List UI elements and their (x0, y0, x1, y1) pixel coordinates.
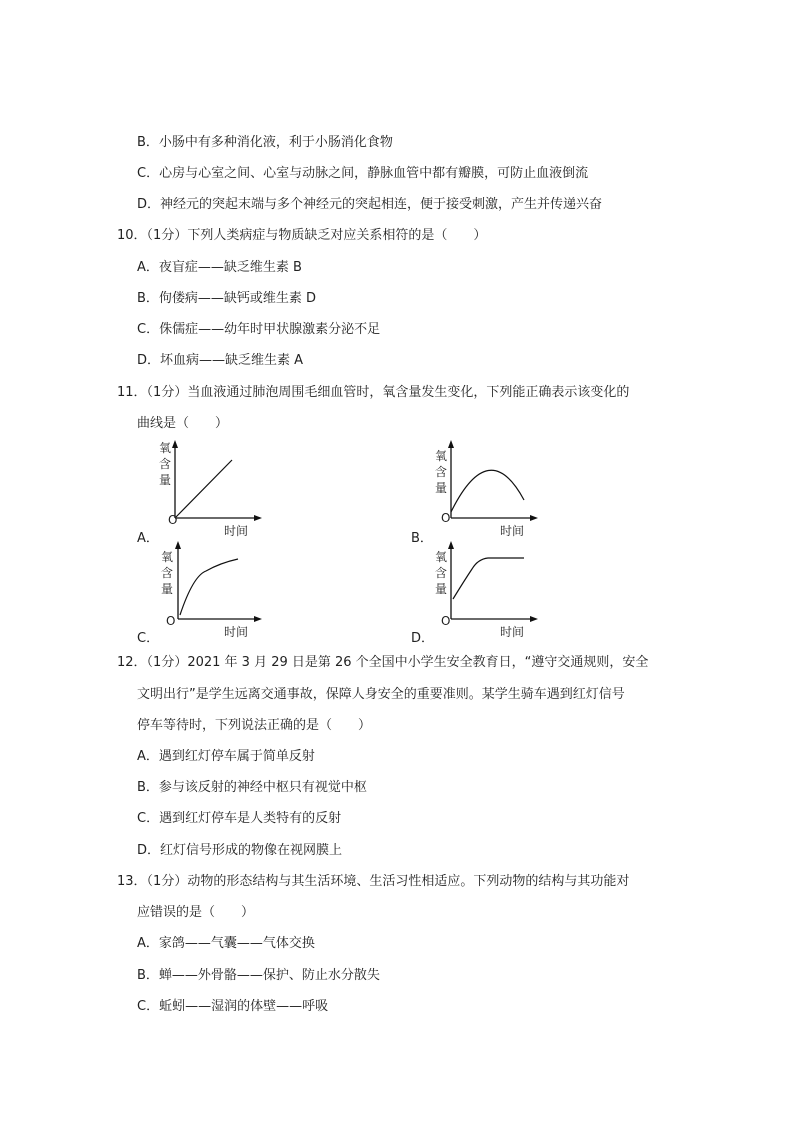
q11-stem-line2: 曲线是（ ） (137, 416, 229, 431)
q13-option-b: B．蝉——外骨骼——保护、防止水分散失 (137, 968, 380, 983)
graph-a-xlabel: 时间 (224, 524, 249, 538)
graph-c-curve (180, 559, 238, 615)
q12-stem-line1: 12．（1分）2021 年 3 月 29 日是第 26 个全国中小学生安全教育日，“遵守交通规则，安全 (117, 655, 649, 670)
graph-d-letter: D． (411, 631, 435, 646)
graph-b-curve (451, 470, 524, 512)
q13-stem-line2: 应错误的是（ ） (137, 905, 255, 920)
graph-b-origin: O (441, 511, 451, 525)
q12-option-c: C．遇到红灯停车是人类特有的反射 (137, 811, 342, 826)
q10-option-c: C．侏儒症——幼年时甲状腺激素分泌不足 (137, 322, 381, 337)
graph-a-origin: O (168, 513, 178, 527)
graph-d (434, 541, 544, 639)
graph-d-plot (434, 541, 544, 636)
graph-a-curve (175, 460, 232, 518)
q10-option-a: A．夜盲症——缺乏维生素 B (137, 260, 302, 275)
graph-c (158, 541, 268, 639)
graph-a-letter: A． (137, 531, 159, 546)
graph-a-ylabel: 氧 含 量 (158, 441, 171, 487)
graph-c-xlabel: 时间 (224, 625, 249, 639)
q10-stem: 10．（1分）下列人类病症与物质缺乏对应关系相符的是（ ） (117, 228, 487, 243)
q9-option-c: C．心房与心室之间、心室与动脉之间，静脉血管中都有瓣膜，可防止血液倒流 (137, 166, 589, 181)
graph-d-origin: O (441, 614, 451, 628)
graph-c-letter: C． (137, 631, 160, 646)
graph-b-letter: B． (411, 531, 433, 546)
q10-option-b: B．佝偻病——缺钙或维生素 D (137, 291, 317, 306)
graph-b-plot (434, 440, 544, 535)
q12-option-d: D．红灯信号形成的物像在视网膜上 (137, 843, 343, 858)
q10-option-d: D．坏血病——缺乏维生素 A (137, 353, 304, 368)
graph-d-xlabel: 时间 (500, 625, 525, 639)
q12-stem-line3: 停车等待时，下列说法正确的是（ ） (137, 718, 372, 733)
q12-stem-line2: 文明出行”是学生远离交通事故，保障人身安全的重要准则。某学生骑车遇到红灯信号 (137, 687, 625, 702)
graph-a (158, 440, 268, 538)
q9-option-b: B．小肠中有多种消化液，利于小肠消化食物 (137, 135, 393, 150)
graph-c-origin: O (166, 614, 176, 628)
graph-c-ylabel: 氧 含 量 (160, 550, 173, 596)
graph-d-ylabel: 氧 含 量 (434, 550, 447, 596)
graph-d-curve (453, 558, 524, 599)
q13-option-a: A．家鸽——气囊——气体交换 (137, 936, 315, 951)
q9-option-d: D．神经元的突起末端与多个神经元的突起相连，便于接受刺激，产生并传递兴奋 (137, 197, 603, 212)
q11-stem-line1: 11．（1分）当血液通过肺泡周围毛细血管时，氧含量发生变化，下列能正确表示该变化的 (117, 385, 630, 400)
graph-b-ylabel: 氧 含 量 (434, 449, 447, 495)
graph-b (434, 440, 544, 538)
q13-stem-line1: 13．（1分）动物的形态结构与其生活环境、生活习性相适应。下列动物的结构与其功能对 (117, 874, 630, 889)
graph-b-xlabel: 时间 (500, 524, 525, 538)
q12-option-b: B．参与该反射的神经中枢只有视觉中枢 (137, 780, 367, 795)
q13-option-c: C．蚯蚓——湿润的体壁——呼吸 (137, 999, 329, 1014)
q12-option-a: A．遇到红灯停车属于简单反射 (137, 749, 315, 764)
